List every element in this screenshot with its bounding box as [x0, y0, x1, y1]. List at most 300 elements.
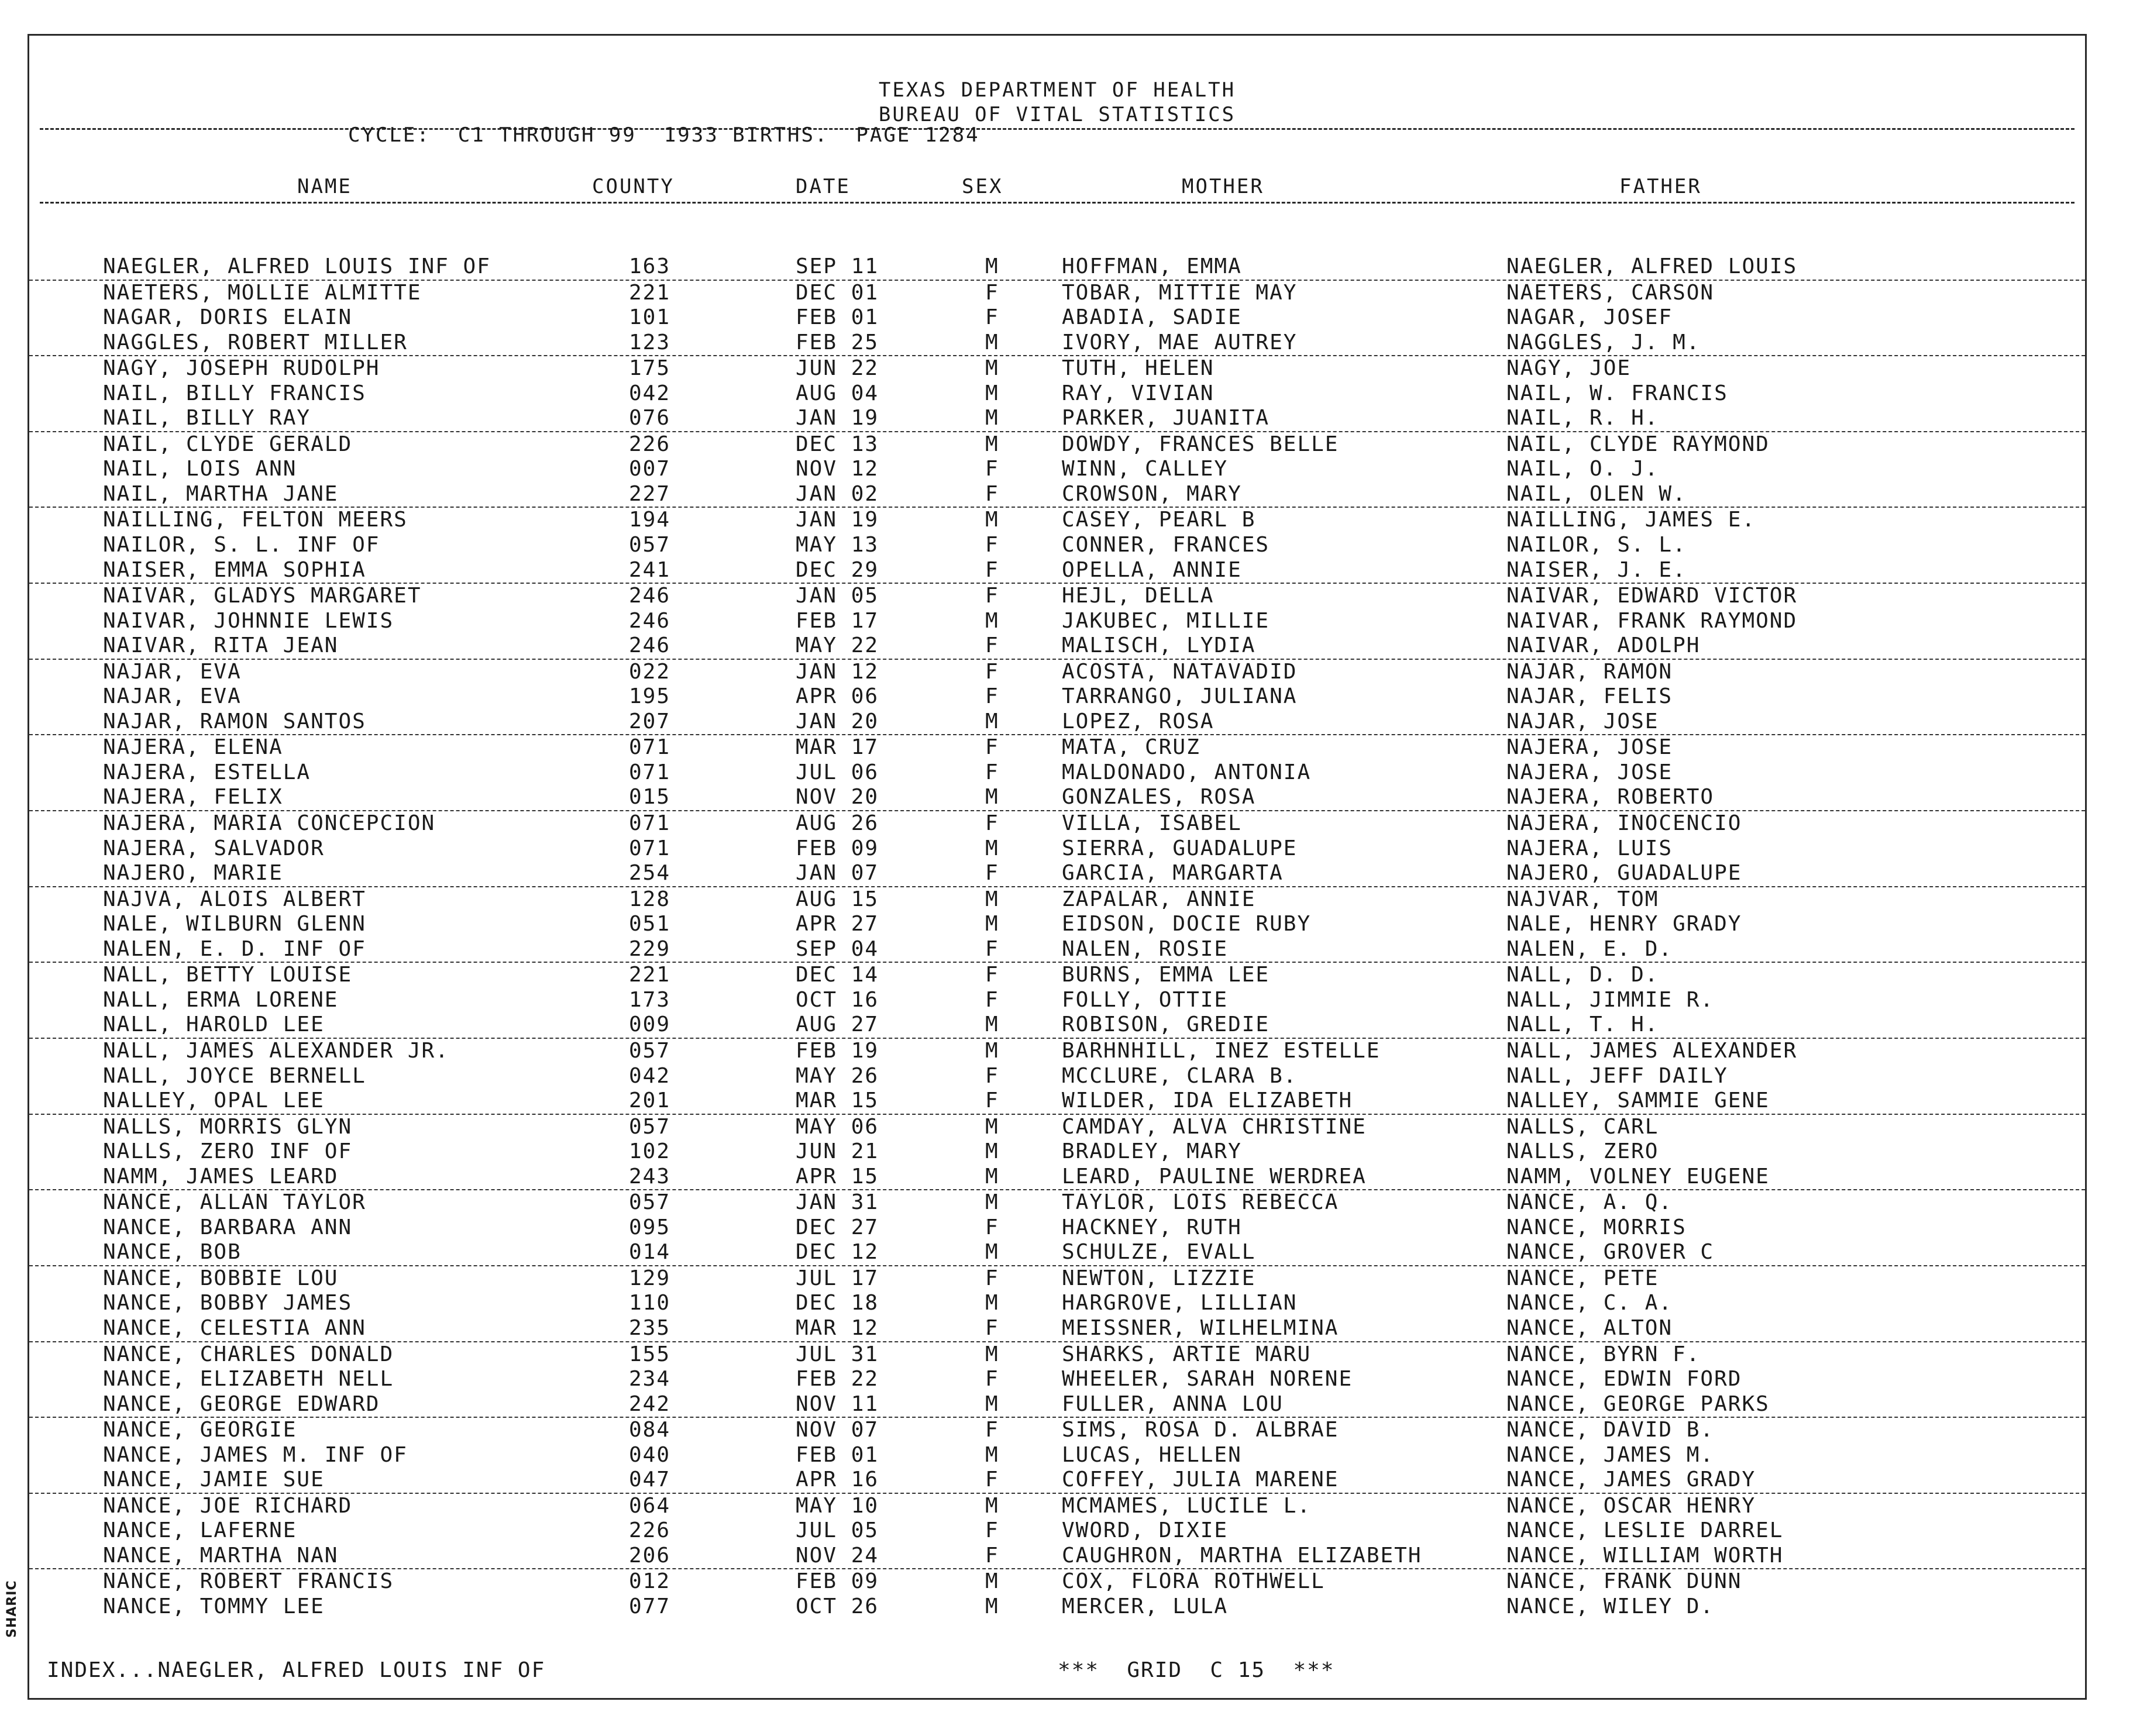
- cell-father: NAJVAR, TOM: [1506, 887, 1659, 911]
- cell-father: NAJAR, RAMON: [1506, 659, 1673, 684]
- cell-county: 155: [629, 1342, 671, 1366]
- cell-date: MAY 26: [796, 1063, 879, 1088]
- table-row: [29, 811, 2085, 836]
- cell-name: NAMM, JAMES LEARD: [103, 1164, 339, 1189]
- cell-county: 071: [629, 836, 671, 860]
- cell-date: JUL 31: [796, 1342, 879, 1366]
- cell-sex: F: [985, 1367, 999, 1391]
- divider: [40, 128, 2074, 130]
- cell-mother: MCMAMES, LUCILE L.: [1062, 1493, 1312, 1518]
- cell-father: NAMM, VOLNEY EUGENE: [1506, 1164, 1770, 1189]
- cell-name: NANCE, JAMES M. INF OF: [103, 1442, 408, 1467]
- cell-father: NAIVAR, FRANK RAYMOND: [1506, 608, 1798, 633]
- cell-father: NAIL, O. J.: [1506, 457, 1659, 481]
- table-row: [29, 861, 2085, 887]
- cell-father: NANCE, WILEY D.: [1506, 1594, 1715, 1618]
- cell-county: 047: [629, 1468, 671, 1492]
- table-row: [29, 558, 2085, 584]
- cell-date: MAY 13: [796, 533, 879, 557]
- cell-name: NANCE, JAMIE SUE: [103, 1468, 325, 1492]
- cell-name: NANCE, BARBARA ANN: [103, 1215, 353, 1239]
- cell-sex: M: [985, 1569, 999, 1594]
- cell-father: NANCE, BYRN F.: [1506, 1342, 1701, 1366]
- cell-county: 195: [629, 684, 671, 709]
- cell-sex: F: [985, 987, 999, 1012]
- cell-name: NALL, JAMES ALEXANDER JR.: [103, 1038, 449, 1063]
- table-row: [29, 1240, 2085, 1266]
- cell-date: JUL 05: [796, 1518, 879, 1543]
- cell-father: NAGGLES, J. M.: [1506, 330, 1701, 354]
- cell-name: NAGY, JOSEPH RUDOLPH: [103, 356, 380, 381]
- cell-mother: FOLLY, OTTIE: [1062, 987, 1229, 1012]
- cell-mother: TOBAR, MITTIE MAY: [1062, 280, 1298, 305]
- cell-father: NAJERO, GUADALUPE: [1506, 861, 1742, 886]
- cell-name: NANCE, CHARLES DONALD: [103, 1342, 394, 1366]
- cell-sex: F: [985, 1089, 999, 1113]
- cell-county: 173: [629, 987, 671, 1012]
- cell-county: 254: [629, 861, 671, 886]
- cell-name: NALEN, E. D. INF OF: [103, 936, 366, 961]
- cell-sex: M: [985, 1391, 999, 1416]
- table-row: [29, 1494, 2085, 1519]
- cell-mother: BRADLEY, MARY: [1062, 1139, 1242, 1164]
- table-row: [29, 937, 2085, 963]
- cell-mother: SHARKS, ARTIE MARU: [1062, 1342, 1312, 1366]
- table-row: [29, 457, 2085, 482]
- cell-date: MAY 06: [796, 1114, 879, 1139]
- cell-date: FEB 25: [796, 330, 879, 354]
- cell-father: NALEN, E. D.: [1506, 936, 1673, 961]
- cell-sex: M: [985, 1240, 999, 1265]
- table-row: [29, 684, 2085, 709]
- cell-name: NAJERO, MARIE: [103, 861, 283, 886]
- cell-father: NANCE, LESLIE DARREL: [1506, 1518, 1784, 1543]
- cell-sex: F: [985, 1543, 999, 1568]
- cell-sex: M: [985, 836, 999, 860]
- cell-mother: MALISCH, LYDIA: [1062, 633, 1256, 658]
- cell-name: NAJERA, MARIA CONCEPCION: [103, 811, 436, 836]
- cell-mother: FULLER, ANNA LOU: [1062, 1391, 1284, 1416]
- cell-name: NALL, JOYCE BERNELL: [103, 1063, 366, 1088]
- cell-father: NALE, HENRY GRADY: [1506, 912, 1742, 936]
- table-row: [29, 1594, 2085, 1620]
- cell-county: 242: [629, 1391, 671, 1416]
- cell-sex: F: [985, 1418, 999, 1442]
- cell-mother: MALDONADO, ANTONIA: [1062, 760, 1312, 784]
- cell-name: NAIL, BILLY FRANCIS: [103, 381, 366, 405]
- table-row: [29, 1342, 2085, 1368]
- table-row: [29, 988, 2085, 1013]
- cell-date: JUL 06: [796, 760, 879, 784]
- cell-name: NALLEY, OPAL LEE: [103, 1089, 325, 1113]
- cell-name: NANCE, JOE RICHARD: [103, 1493, 353, 1518]
- cell-father: NANCE, GEORGE PARKS: [1506, 1391, 1770, 1416]
- table-row: [29, 633, 2085, 660]
- table-row: [29, 1569, 2085, 1594]
- cell-sex: F: [985, 481, 999, 506]
- cell-county: 101: [629, 305, 671, 330]
- table-row: [29, 533, 2085, 558]
- cell-mother: ZAPALAR, ANNIE: [1062, 887, 1256, 911]
- cell-father: NAEGLER, ALFRED LOUIS: [1506, 254, 1798, 278]
- cell-sex: F: [985, 659, 999, 684]
- cell-name: NANCE, TOMMY LEE: [103, 1594, 325, 1618]
- table-row: [29, 432, 2085, 457]
- cell-date: FEB 09: [796, 836, 879, 860]
- cell-father: NAILLING, JAMES E.: [1506, 508, 1756, 532]
- table-row: [29, 254, 2085, 281]
- cell-date: MAR 17: [796, 735, 879, 760]
- cell-date: NOV 12: [796, 457, 879, 481]
- cell-sex: F: [985, 280, 999, 305]
- cell-county: 040: [629, 1442, 671, 1467]
- header-subtitle: BUREAU OF VITAL STATISTICS: [878, 103, 1236, 126]
- cell-mother: WILDER, IDA ELIZABETH: [1062, 1089, 1353, 1113]
- cell-county: 015: [629, 785, 671, 810]
- cell-sex: M: [985, 330, 999, 354]
- cell-date: AUG 27: [796, 1012, 879, 1037]
- cell-date: JUN 22: [796, 356, 879, 381]
- cell-sex: F: [985, 963, 999, 987]
- cell-mother: SIERRA, GUADALUPE: [1062, 836, 1298, 860]
- cell-county: 022: [629, 659, 671, 684]
- cell-name: NAIVAR, GLADYS MARGARET: [103, 584, 422, 608]
- cell-date: FEB 01: [796, 1442, 879, 1467]
- cell-date: OCT 16: [796, 987, 879, 1012]
- table-row: [29, 1012, 2085, 1039]
- column-header-mother: MOTHER: [1182, 175, 1264, 198]
- cell-mother: TAYLOR, LOIS REBECCA: [1062, 1190, 1339, 1215]
- cell-date: JAN 20: [796, 709, 879, 733]
- table-row: [29, 381, 2085, 407]
- table-row: [29, 1139, 2085, 1165]
- cell-mother: SCHULZE, EVALL: [1062, 1240, 1256, 1265]
- cell-sex: F: [985, 1266, 999, 1290]
- cell-father: NANCE, FRANK DUNN: [1506, 1569, 1742, 1594]
- cell-father: NAIL, CLYDE RAYMOND: [1506, 432, 1770, 456]
- table-row: [29, 508, 2085, 533]
- cell-father: NANCE, ALTON: [1506, 1315, 1673, 1340]
- cell-date: JUL 17: [796, 1266, 879, 1290]
- cell-sex: M: [985, 1012, 999, 1037]
- cell-county: 102: [629, 1139, 671, 1164]
- cell-mother: HARGROVE, LILLIAN: [1062, 1291, 1298, 1315]
- cell-name: NAJERA, ESTELLA: [103, 760, 311, 784]
- cell-date: APR 15: [796, 1164, 879, 1189]
- cell-sex: F: [985, 633, 999, 658]
- table-row: [29, 1064, 2085, 1089]
- cell-county: 076: [629, 406, 671, 430]
- cell-name: NAILLING, FELTON MEERS: [103, 508, 408, 532]
- cell-date: FEB 19: [796, 1038, 879, 1063]
- cell-father: NAIVAR, EDWARD VICTOR: [1506, 584, 1798, 608]
- cell-sex: M: [985, 785, 999, 810]
- cell-mother: COX, FLORA ROTHWELL: [1062, 1569, 1325, 1594]
- cell-county: 221: [629, 280, 671, 305]
- cell-father: NALLS, ZERO: [1506, 1139, 1659, 1164]
- cell-father: NAISER, J. E.: [1506, 557, 1687, 582]
- cell-sex: M: [985, 1114, 999, 1139]
- column-header-county: COUNTY: [592, 175, 675, 198]
- table-row: [29, 1443, 2085, 1468]
- table-row: [29, 584, 2085, 609]
- cell-mother: NALEN, ROSIE: [1062, 936, 1229, 961]
- table-row: [29, 1367, 2085, 1392]
- table-row: [29, 1418, 2085, 1443]
- cell-mother: LEARD, PAULINE WERDREA: [1062, 1164, 1367, 1189]
- cell-father: NAETERS, CARSON: [1506, 280, 1715, 305]
- cell-name: NALL, ERMA LORENE: [103, 987, 339, 1012]
- cell-name: NALE, WILBURN GLENN: [103, 912, 366, 936]
- cell-date: JUN 21: [796, 1139, 879, 1164]
- cell-name: NAILOR, S. L. INF OF: [103, 533, 380, 557]
- cell-name: NANCE, BOB: [103, 1240, 242, 1265]
- cell-mother: GONZALES, ROSA: [1062, 785, 1256, 810]
- cell-county: 246: [629, 633, 671, 658]
- cell-name: NAJAR, RAMON SANTOS: [103, 709, 366, 733]
- cell-county: 095: [629, 1215, 671, 1239]
- cell-name: NAJERA, SALVADOR: [103, 836, 325, 860]
- cell-county: 042: [629, 1063, 671, 1088]
- cell-county: 110: [629, 1291, 671, 1315]
- cell-mother: VWORD, DIXIE: [1062, 1518, 1229, 1543]
- cell-date: SEP 11: [796, 254, 879, 278]
- cell-sex: F: [985, 811, 999, 836]
- cell-mother: SIMS, ROSA D. ALBRAE: [1062, 1418, 1339, 1442]
- cell-date: DEC 01: [796, 280, 879, 305]
- cell-sex: M: [985, 1190, 999, 1215]
- cell-county: 246: [629, 608, 671, 633]
- cell-date: NOV 24: [796, 1543, 879, 1568]
- cell-father: NANCE, JAMES GRADY: [1506, 1468, 1756, 1492]
- cell-sex: M: [985, 254, 999, 278]
- cell-county: 051: [629, 912, 671, 936]
- document-frame: [27, 34, 2087, 1700]
- table-row: [29, 887, 2085, 912]
- cell-date: SEP 04: [796, 936, 879, 961]
- cell-county: 057: [629, 1190, 671, 1215]
- cell-date: DEC 12: [796, 1240, 879, 1265]
- column-header-date: DATE: [796, 175, 851, 198]
- cell-date: MAR 15: [796, 1089, 879, 1113]
- cell-date: FEB 09: [796, 1569, 879, 1594]
- table-row: [29, 1165, 2085, 1191]
- cell-sex: F: [985, 735, 999, 760]
- cell-father: NAJERA, JOSE: [1506, 760, 1673, 784]
- cell-sex: F: [985, 684, 999, 709]
- cell-mother: LOPEZ, ROSA: [1062, 709, 1215, 733]
- cell-mother: OPELLA, ANNIE: [1062, 557, 1242, 582]
- cell-county: 071: [629, 735, 671, 760]
- table-row: [29, 1039, 2085, 1064]
- cell-sex: F: [985, 457, 999, 481]
- cell-father: NALL, JEFF DAILY: [1506, 1063, 1728, 1088]
- cell-mother: DOWDY, FRANCES BELLE: [1062, 432, 1339, 456]
- cell-name: NAEGLER, ALFRED LOUIS INF OF: [103, 254, 491, 278]
- cell-name: NANCE, GEORGE EDWARD: [103, 1391, 380, 1416]
- cell-county: 084: [629, 1418, 671, 1442]
- cell-date: APR 06: [796, 684, 879, 709]
- cell-county: 042: [629, 381, 671, 405]
- cell-name: NANCE, ELIZABETH NELL: [103, 1367, 394, 1391]
- cell-name: NAIL, BILLY RAY: [103, 406, 311, 430]
- cell-date: JAN 19: [796, 508, 879, 532]
- cell-mother: COFFEY, JULIA MARENE: [1062, 1468, 1339, 1492]
- table-row: [29, 1215, 2085, 1241]
- cell-mother: IVORY, MAE AUTREY: [1062, 330, 1298, 354]
- column-header-father: FATHER: [1619, 175, 1702, 198]
- cell-name: NAIL, LOIS ANN: [103, 457, 297, 481]
- cell-name: NANCE, BOBBY JAMES: [103, 1291, 353, 1315]
- cell-county: 009: [629, 1012, 671, 1037]
- cell-mother: CAMDAY, ALVA CHRISTINE: [1062, 1114, 1367, 1139]
- cell-county: 007: [629, 457, 671, 481]
- cell-name: NAGAR, DORIS ELAIN: [103, 305, 353, 330]
- cell-sex: F: [985, 1468, 999, 1492]
- records-table: [29, 254, 2085, 1620]
- table-row: [29, 836, 2085, 862]
- cell-father: NAJAR, FELIS: [1506, 684, 1673, 709]
- cell-name: NAJVA, ALOIS ALBERT: [103, 887, 366, 911]
- cell-county: 201: [629, 1089, 671, 1113]
- table-row: [29, 1392, 2085, 1418]
- cell-county: 012: [629, 1569, 671, 1594]
- cell-mother: VILLA, ISABEL: [1062, 811, 1242, 836]
- cell-father: NANCE, EDWIN FORD: [1506, 1367, 1742, 1391]
- table-row: [29, 660, 2085, 685]
- cell-date: DEC 18: [796, 1291, 879, 1315]
- cell-father: NANCE, GROVER C: [1506, 1240, 1715, 1265]
- table-row: [29, 1468, 2085, 1494]
- table-row: [29, 609, 2085, 634]
- table-row: [29, 281, 2085, 306]
- cell-date: JAN 07: [796, 861, 879, 886]
- cell-father: NANCE, MORRIS: [1506, 1215, 1687, 1239]
- cell-sex: M: [985, 1342, 999, 1366]
- cell-father: NALL, JIMMIE R.: [1506, 987, 1715, 1012]
- cell-name: NAIVAR, JOHNNIE LEWIS: [103, 608, 394, 633]
- cell-date: MAR 12: [796, 1315, 879, 1340]
- cell-mother: MEISSNER, WILHELMINA: [1062, 1315, 1339, 1340]
- cell-county: 057: [629, 1038, 671, 1063]
- cell-mother: CONNER, FRANCES: [1062, 533, 1270, 557]
- cell-sex: M: [985, 1139, 999, 1164]
- table-row: [29, 305, 2085, 330]
- cell-father: NALLEY, SAMMIE GENE: [1506, 1089, 1770, 1113]
- cell-name: NAJERA, ELENA: [103, 735, 283, 760]
- cell-date: JAN 05: [796, 584, 879, 608]
- table-row: [29, 1266, 2085, 1291]
- cell-father: NAIL, W. FRANCIS: [1506, 381, 1728, 405]
- cell-date: AUG 15: [796, 887, 879, 911]
- cell-mother: MERCER, LULA: [1062, 1594, 1229, 1618]
- cell-county: 241: [629, 557, 671, 582]
- cell-sex: F: [985, 1215, 999, 1239]
- cell-mother: PARKER, JUANITA: [1062, 406, 1270, 430]
- cell-mother: BURNS, EMMA LEE: [1062, 963, 1270, 987]
- cell-father: NALL, T. H.: [1506, 1012, 1659, 1037]
- cell-sex: F: [985, 861, 999, 886]
- table-row: [29, 785, 2085, 811]
- cell-mother: TUTH, HELEN: [1062, 356, 1215, 381]
- table-row: [29, 1190, 2085, 1215]
- cell-sex: M: [985, 508, 999, 532]
- cell-name: NALLS, MORRIS GLYN: [103, 1114, 353, 1139]
- cell-father: NANCE, PETE: [1506, 1266, 1659, 1290]
- cell-mother: WINN, CALLEY: [1062, 457, 1229, 481]
- cell-mother: WHEELER, SARAH NORENE: [1062, 1367, 1353, 1391]
- cell-sex: M: [985, 356, 999, 381]
- cell-county: 226: [629, 432, 671, 456]
- cell-date: NOV 11: [796, 1391, 879, 1416]
- cell-name: NAJAR, EVA: [103, 684, 242, 709]
- cell-county: 163: [629, 254, 671, 278]
- table-row: [29, 760, 2085, 786]
- cell-mother: BARHNHILL, INEZ ESTELLE: [1062, 1038, 1381, 1063]
- cell-sex: M: [985, 1038, 999, 1063]
- cell-date: DEC 13: [796, 432, 879, 456]
- cell-mother: RAY, VIVIAN: [1062, 381, 1215, 405]
- cell-county: 194: [629, 508, 671, 532]
- cell-name: NANCE, ROBERT FRANCIS: [103, 1569, 394, 1594]
- cell-mother: HACKNEY, RUTH: [1062, 1215, 1242, 1239]
- cell-sex: M: [985, 912, 999, 936]
- cell-county: 014: [629, 1240, 671, 1265]
- cell-name: NAISER, EMMA SOPHIA: [103, 557, 366, 582]
- cell-date: JAN 12: [796, 659, 879, 684]
- table-row: [29, 406, 2085, 432]
- table-row: [29, 356, 2085, 381]
- cell-name: NAETERS, MOLLIE ALMITTE: [103, 280, 422, 305]
- cell-father: NAJAR, JOSE: [1506, 709, 1659, 733]
- cell-name: NANCE, BOBBIE LOU: [103, 1266, 339, 1290]
- cell-mother: CROWSON, MARY: [1062, 481, 1242, 506]
- cell-sex: F: [985, 533, 999, 557]
- cell-date: FEB 22: [796, 1367, 879, 1391]
- cell-date: AUG 26: [796, 811, 879, 836]
- cell-county: 227: [629, 481, 671, 506]
- cell-name: NAIL, CLYDE GERALD: [103, 432, 353, 456]
- cell-county: 057: [629, 533, 671, 557]
- cell-county: 129: [629, 1266, 671, 1290]
- cycle-line: CYCLE: C1 THROUGH 99 1933 BIRTHS. PAGE 1284: [348, 123, 980, 147]
- cell-name: NALL, HAROLD LEE: [103, 1012, 325, 1037]
- cell-mother: TARRANGO, JULIANA: [1062, 684, 1298, 709]
- table-row: [29, 1291, 2085, 1316]
- cell-county: 071: [629, 811, 671, 836]
- cell-sex: F: [985, 305, 999, 330]
- column-header-name: NAME: [297, 175, 352, 198]
- cell-sex: F: [985, 1518, 999, 1543]
- cell-mother: CASEY, PEARL B: [1062, 508, 1256, 532]
- cell-father: NANCE, A. Q.: [1506, 1190, 1673, 1215]
- cell-name: NAJAR, EVA: [103, 659, 242, 684]
- cell-father: NAJERA, JOSE: [1506, 735, 1673, 760]
- cell-date: APR 16: [796, 1468, 879, 1492]
- cell-mother: HOFFMAN, EMMA: [1062, 254, 1242, 278]
- cell-date: JAN 02: [796, 481, 879, 506]
- cell-county: 226: [629, 1518, 671, 1543]
- cell-father: NANCE, DAVID B.: [1506, 1418, 1715, 1442]
- table-row: [29, 709, 2085, 736]
- cell-father: NAJERA, LUIS: [1506, 836, 1673, 860]
- cell-county: 077: [629, 1594, 671, 1618]
- cell-father: NANCE, C. A.: [1506, 1291, 1673, 1315]
- cell-date: MAY 22: [796, 633, 879, 658]
- cell-name: NAGGLES, ROBERT MILLER: [103, 330, 408, 354]
- cell-father: NAGAR, JOSEF: [1506, 305, 1673, 330]
- cell-date: OCT 26: [796, 1594, 879, 1618]
